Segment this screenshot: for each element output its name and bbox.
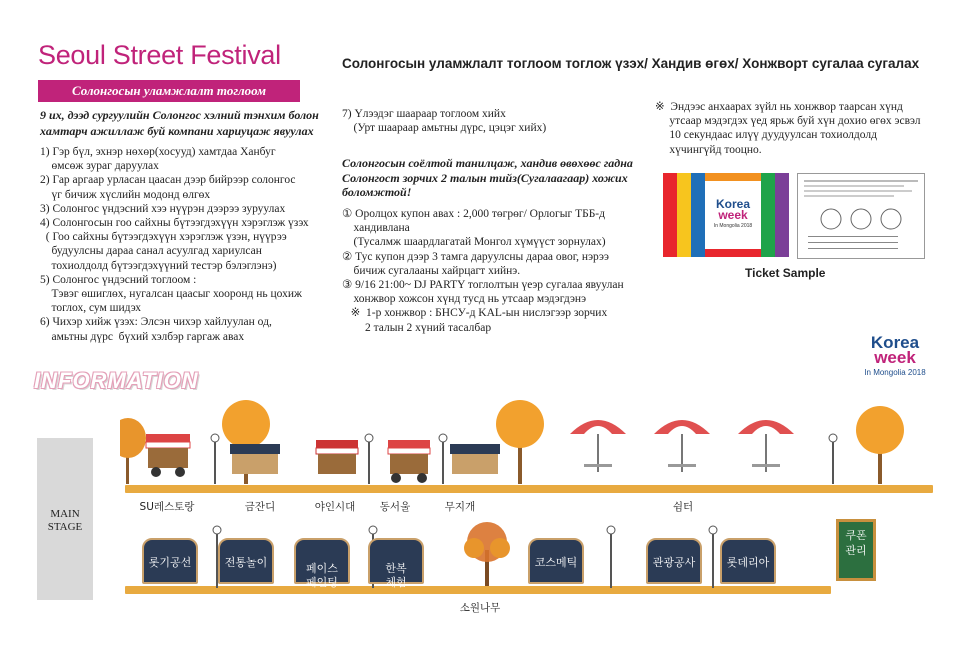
ticket-logo-text: week (718, 208, 748, 222)
list-item: будуулсны дараа санал асуулгад хариулсан (40, 245, 262, 258)
korea-week-logo (860, 335, 930, 381)
street-lamp-icon (439, 434, 447, 484)
notice-text (655, 100, 935, 157)
food-cart-icon (230, 444, 280, 474)
ticket-logo-text: Korea (715, 197, 750, 211)
list-item: 1) Гэр бүл, эхнэр нөхөр(хосууд) хамтдаа Ханбуг (40, 146, 276, 158)
parasol-table-icon (570, 420, 626, 472)
street-lamp-icon (709, 526, 717, 588)
list-item: тоглох, сум шидэх (40, 302, 142, 315)
tree-icon (120, 418, 146, 484)
main-stage-label: MAIN STAGE (47, 508, 83, 533)
parasol-table-icon (654, 420, 710, 472)
list-item: 7) Үлээдэг шаараар тоглоом хийх (342, 108, 506, 120)
list-item: өмсөж зураг даруулах (40, 160, 159, 173)
activity-list-continued (342, 107, 642, 135)
ticket-front-image (663, 173, 789, 257)
booth-label: 롯기공선 (148, 556, 192, 569)
booth-label: 한복 체험 (385, 562, 407, 589)
food-cart-icon (316, 440, 358, 474)
list-item: үг бичиж хүслийн модонд өлгөх (40, 188, 211, 201)
street-lamp-icon (829, 434, 837, 484)
notice-line: хүчингүйд тооцно. (655, 143, 762, 156)
booth-3[interactable] (294, 538, 350, 589)
booth-4[interactable] (368, 538, 424, 589)
information-heading: INFORMATION (34, 368, 199, 393)
lottery-highlight: Солонгосын соёлтой танилцаж, хандив өвөхөөс гадна Солонгост зорчих 2 талын тийз(Сугалаагаар) хожих боломжтой! (342, 156, 633, 199)
label-dongseoul: 동서울 (379, 501, 411, 513)
booth-label: 롯데리아 (726, 556, 770, 569)
tree-icon (856, 406, 904, 484)
wish-tree-icon (464, 522, 510, 586)
booth-label: 전통놀이 (224, 556, 268, 569)
list-item: 2 талын 2 хүний тасалбар (342, 321, 492, 334)
street-lamp-icon (211, 434, 219, 484)
notice-line: ※ Эндээс анхаарах зүйл нь хонжвор таарсан хүнд (655, 101, 903, 113)
street-lamp-icon (365, 434, 373, 484)
logo-text: Korea (870, 333, 920, 352)
ticket-caption: Ticket Sample (745, 266, 826, 280)
booth-label: 페이스 페인팅 (306, 562, 338, 589)
list-item: (Тусалмж шаардлагатай Монгол хүмүүст зорнулах) (342, 236, 606, 249)
booth-7[interactable] (720, 538, 776, 584)
label-su-restaurant: SU레스토랑 (139, 501, 195, 513)
headline: Солонгосын уламжлалт тоглоом тоглож үзэх/ Хандив өгөх/ Хонжворт сугалаа сугалах (342, 56, 920, 71)
street-lamp-icon (607, 526, 615, 588)
notice-line: утсаар мэдэгдэх үед ярьж буй хүн дохио өгөх эсвэл (655, 115, 921, 128)
booth-6[interactable] (646, 538, 702, 584)
logo-text: week (874, 348, 916, 367)
top-row-scenery (120, 394, 940, 486)
list-item: хандивлана (342, 222, 410, 235)
booth-2[interactable] (218, 538, 274, 584)
food-cart-icon (146, 434, 190, 477)
activity-list (40, 145, 340, 344)
label-rest-area: 쉼터 (672, 501, 694, 513)
notice-line: 10 секундаас илүү дуудуулсан тохиолдолд (655, 129, 877, 142)
tree-icon (496, 400, 544, 484)
list-item: тохиолдолд бүтээгдэхүүний тестэр бэлэглэнэ) (40, 259, 277, 272)
coupon-management-board: 쿠폰 관리 (836, 519, 876, 581)
lottery-steps (342, 207, 642, 335)
list-item: 5) Солонгос үндэсний тоглоом : (40, 273, 197, 286)
list-item: 2) Гар аргаар урласан цаасан дээр бийрээр солонгос (40, 174, 296, 187)
list-item: ( Гоо сайхны бүтээгдэхүүн хэрэглэж үзэн, нүүрээ (40, 231, 287, 244)
list-item: Тэвэг өшиглөх, нугалсан цаасыг хооронд нь цохиж (40, 288, 302, 301)
ticket-back-image (797, 173, 925, 259)
page-title: Seoul Street Festival (38, 40, 281, 70)
label-mujigae: 무지개 (444, 501, 476, 513)
intro-text: 9 их, дээд сургуулийн Солонгос хэлний тэнхим болон хамтарч ажиллаж буй компани хариуцаж явуулах (40, 108, 319, 138)
list-item: амьтны дүрс бүхий хэлбэр гаргаж авах (40, 330, 245, 343)
food-cart-icon (450, 444, 500, 474)
list-item: 4) Солонгосын гоо сайхны бүтээгдэхүүн хэрэглэж үзэх (40, 217, 309, 230)
subtitle-banner: Солонгосын уламжлалт тоглоом (38, 80, 300, 102)
list-item: (Урт шаараар амьтны дүрс, цэцэг хийх) (342, 122, 547, 135)
parasol-table-icon (738, 420, 794, 472)
list-item: ③ 9/16 21:00~ DJ PARTY тоглолтын үеэр сугалаа явуулан (342, 279, 624, 292)
list-item: бичиж сугалааны хайрцагт хийнэ. (342, 264, 521, 277)
label-geumjandi: 금잔디 (244, 501, 276, 513)
list-item: ※ 1-р хонжвор : БНСУ-д KAL-ын нислэгээр зорчих (342, 307, 608, 320)
food-cart-icon (388, 440, 430, 483)
list-item: 6) Чихэр хийж үзэх: Элсэн чихэр хайлуулан од, (40, 316, 272, 329)
top-path (125, 485, 933, 493)
label-wish-tree: 소원나무 (459, 602, 501, 614)
list-item: ① Оролцох купон авах : 2,000 төгрөг/ Орлогыг ТББ-д (342, 208, 605, 220)
booth-label: 관광공사 (652, 556, 696, 569)
label-yainsidae: 야인시대 (314, 501, 356, 513)
booth-label: 코스메틱 (534, 556, 578, 569)
booth-1[interactable] (142, 538, 198, 584)
ticket-logo-text: In Mongolia 2018 (713, 223, 753, 229)
list-item: 3) Солонгос үндэсний хээ нүүрэн дээрээ зуруулах (40, 202, 286, 215)
list-item: ② Тус купон дээр 3 тамга даруулсны дараа овог, нэрээ (342, 250, 609, 263)
logo-text: In Mongolia 2018 (864, 368, 926, 377)
booth-5[interactable] (528, 538, 584, 584)
list-item: хонжвор хожсон хүнд тусд нь утсаар мэдэгдэнэ (342, 293, 587, 306)
